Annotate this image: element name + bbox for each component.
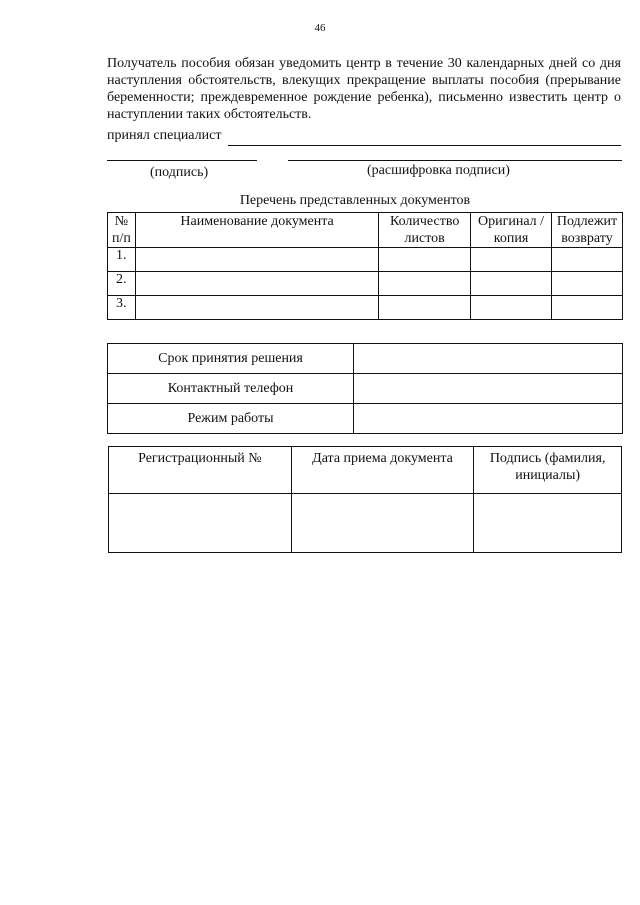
sheets-cell[interactable]: [379, 248, 471, 272]
doc-name-cell[interactable]: [135, 272, 378, 296]
sheets-cell[interactable]: [379, 272, 471, 296]
signature-line: [107, 160, 257, 161]
signature-label: (подпись): [150, 165, 209, 180]
decode-label: (расшифровка подписи): [367, 163, 510, 178]
contact-phone-value[interactable]: [354, 374, 623, 404]
registration-table: [108, 446, 622, 553]
doc-name-cell[interactable]: [135, 296, 378, 320]
doc-name-cell[interactable]: [135, 248, 378, 272]
documents-header-row: [108, 213, 623, 248]
work-hours-label: Режим работы: [108, 404, 354, 434]
accepted-by-label: принял специалист: [107, 128, 222, 143]
sheets-cell[interactable]: [379, 296, 471, 320]
header-reg-number: Регистрационный №: [109, 447, 292, 494]
specialist-line: [228, 145, 621, 146]
return-cell[interactable]: [552, 272, 623, 296]
table-row: [108, 296, 623, 320]
header-original: Оригинал /копия: [471, 213, 552, 248]
header-number: № п/п: [108, 213, 136, 248]
decision-term-label: Срок принятия решения: [108, 344, 354, 374]
documents-title: Перечень представленных документов: [239, 193, 471, 208]
contact-phone-label: Контактный телефон: [108, 374, 354, 404]
header-doc-name: Наименование документа: [135, 213, 378, 248]
page-number: 46: [314, 22, 326, 34]
work-hours-value[interactable]: [354, 404, 623, 434]
info-table: [107, 343, 623, 434]
header-return: Подлежит возврату: [552, 213, 623, 248]
original-cell[interactable]: [471, 248, 552, 272]
row-number: 2.: [108, 272, 136, 296]
return-cell[interactable]: [552, 296, 623, 320]
receipt-date-cell[interactable]: [291, 494, 474, 553]
header-sheets: Количество листов: [379, 213, 471, 248]
header-receipt-date: Дата приема документа: [291, 447, 474, 494]
original-cell[interactable]: [471, 296, 552, 320]
reg-number-cell[interactable]: [109, 494, 292, 553]
table-row: [108, 248, 623, 272]
original-cell[interactable]: [471, 272, 552, 296]
decision-term-value[interactable]: [354, 344, 623, 374]
header-signature: Подпись (фамилия, инициалы): [474, 447, 622, 494]
decode-line: [288, 160, 622, 161]
row-number: 3.: [108, 296, 136, 320]
table-row: [108, 272, 623, 296]
documents-table: [107, 212, 623, 320]
notice-text: Получатель пособия обязан уведомить центр в течение 30 календарных дней со дня наступления обстоятельств, влекущих прекращение выплаты пособия (прерывание беременности; преждевременное рождение ребенка), письменно известить центр о наступлении таких обстоятельств.: [107, 56, 621, 122]
row-number: 1.: [108, 248, 136, 272]
return-cell[interactable]: [552, 248, 623, 272]
signature-cell[interactable]: [474, 494, 622, 553]
